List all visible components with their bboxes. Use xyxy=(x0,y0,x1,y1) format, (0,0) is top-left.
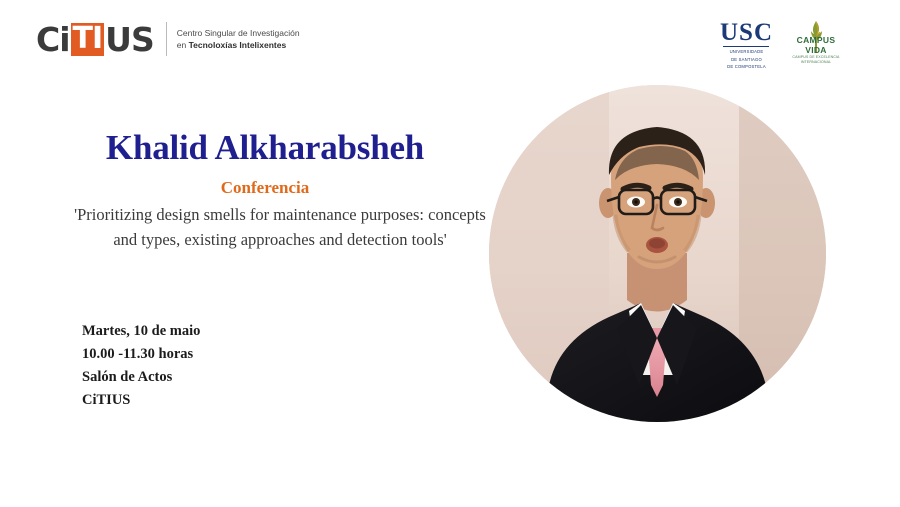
citius-tagline-line2 xyxy=(177,39,300,51)
citius-tagline-line1: Centro Singular de Investigación xyxy=(176,28,300,38)
citius-letters-ti: TI xyxy=(72,20,103,56)
citius-letter-i: i xyxy=(59,19,70,59)
citius-letters-us: US xyxy=(105,19,154,59)
citius-tagline-prefix: en xyxy=(176,40,189,50)
institution-logos xyxy=(720,20,845,70)
event-type-label: Conferencia xyxy=(220,178,310,197)
usc-sub-line1: UNIVERSIDADE xyxy=(729,49,764,54)
event-time: 10.00 -11.30 horas xyxy=(82,346,194,362)
citius-wordmark xyxy=(36,19,154,59)
event-venue: Salón de Actos xyxy=(82,369,173,385)
speaker-name: Khalid Alkharabsheh xyxy=(105,128,425,167)
citius-letter-c: C xyxy=(36,19,60,59)
usc-rule-top xyxy=(723,46,769,47)
poster-header xyxy=(0,0,900,72)
citius-tagline-bold: Tecnoloxías Intelixentes xyxy=(188,40,287,50)
event-place: CiTIUS xyxy=(82,392,131,408)
usc-sub-line2: DE SANTIAGO xyxy=(731,56,762,62)
portrait-image xyxy=(489,85,826,422)
speaker-portrait xyxy=(489,85,826,422)
citius-logo xyxy=(36,19,300,59)
usc-sub-line3: DE COMPOSTELA xyxy=(727,64,766,69)
campus-vida-logo xyxy=(787,20,845,65)
citius-tagline xyxy=(177,27,300,51)
campus-vida-name: CAMPUS VIDA xyxy=(796,35,836,55)
logo-divider xyxy=(166,22,167,56)
talk-title: 'Prioritizing design smells for maintenance purposes: concepts and types, existing approaches and detection tools' xyxy=(74,205,486,249)
campus-vida-sub: CAMPUS DE EXCELENCIA INTERNACIONAL xyxy=(792,55,840,64)
event-details xyxy=(82,320,200,412)
event-date: Martes, 10 de maio xyxy=(82,323,201,339)
usc-wordmark: USC xyxy=(719,19,773,46)
usc-logo xyxy=(720,20,773,70)
